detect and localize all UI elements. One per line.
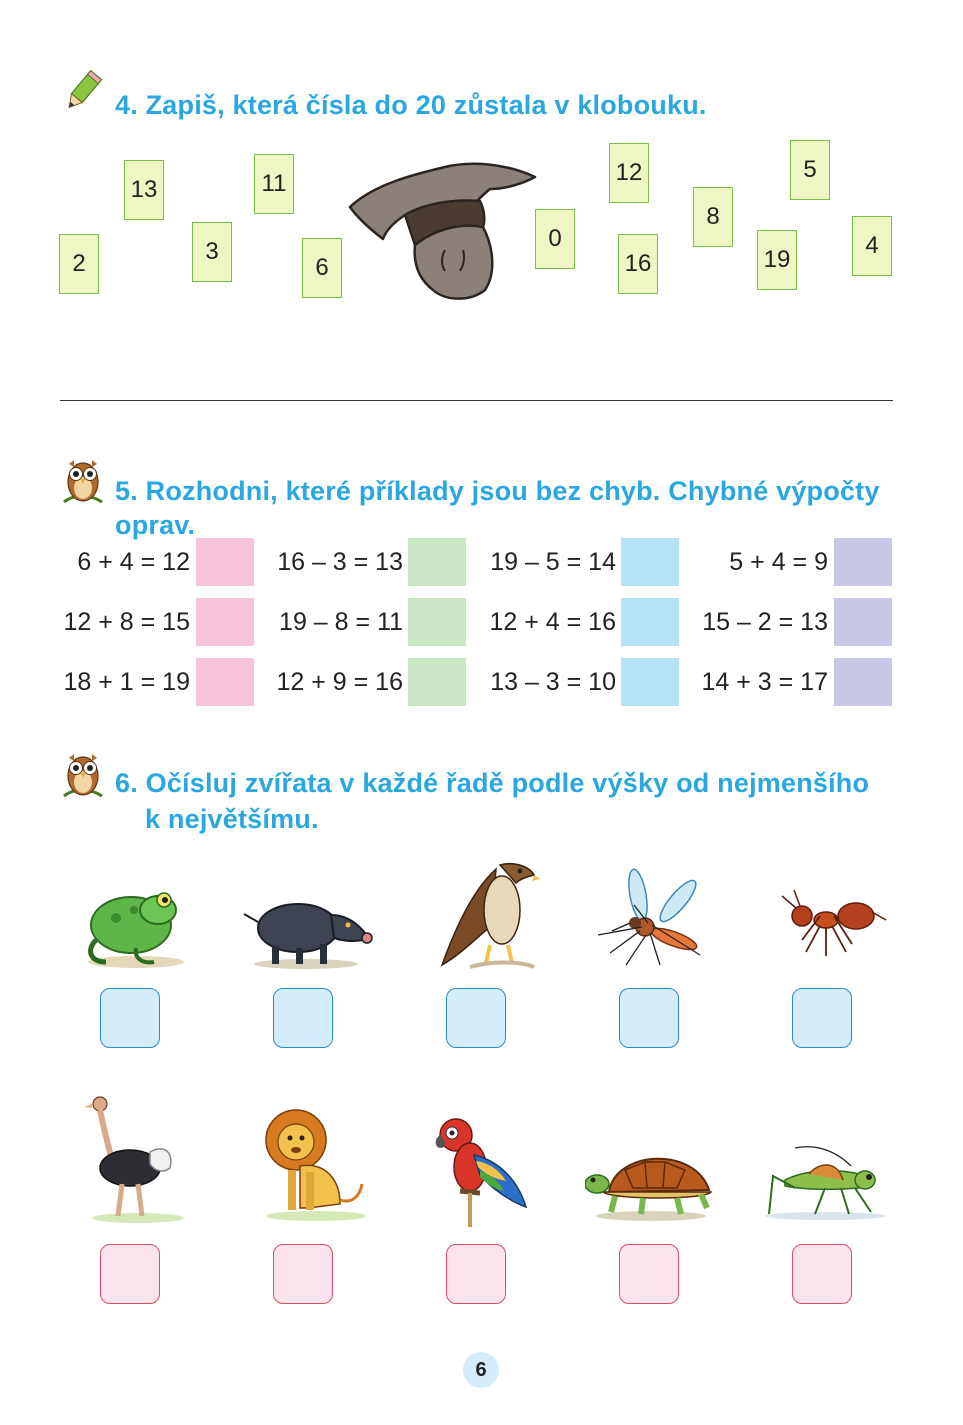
equation: 19 – 8 = 11	[279, 608, 403, 636]
number-card: 8	[693, 187, 733, 247]
equation: 5 + 4 = 9	[729, 548, 828, 576]
answer-box[interactable]	[408, 538, 466, 586]
answer-box[interactable]	[621, 598, 679, 646]
hawk-icon	[430, 855, 550, 965]
answer-box[interactable]	[408, 658, 466, 706]
boar-icon	[236, 870, 376, 980]
equation: 12 + 8 = 15	[63, 608, 190, 636]
answer-box[interactable]	[834, 538, 892, 586]
order-box[interactable]	[619, 1244, 679, 1304]
number-card: 4	[852, 216, 892, 276]
task4-title: 4. Zapiš, která čísla do 20 zůstala v klobouku.	[115, 90, 707, 120]
task5-title: 5. Rozhodni, které příklady jsou bez chyb. Chybné výpočty oprav.	[115, 476, 880, 540]
page-number: 6	[463, 1352, 499, 1388]
grasshopper-icon	[755, 1140, 895, 1225]
order-box[interactable]	[100, 988, 160, 1048]
lion-icon	[256, 1100, 376, 1225]
number-card: 12	[609, 143, 649, 203]
number-card: 3	[192, 222, 232, 282]
equation: 14 + 3 = 17	[701, 668, 828, 696]
task6-title: 6. Očísluj zvířata v každé řadě podle výšky od nejmenšího	[115, 768, 870, 798]
mosquito-icon	[590, 865, 720, 975]
answer-box[interactable]	[621, 538, 679, 586]
parrot-icon	[430, 1105, 550, 1230]
equation: 16 – 3 = 13	[277, 548, 403, 576]
number-card: 16	[618, 234, 658, 294]
order-box[interactable]	[273, 1244, 333, 1304]
frog-icon	[76, 870, 196, 980]
number-card: 5	[790, 140, 830, 200]
answer-box[interactable]	[196, 538, 254, 586]
task6-title-line2: k největšímu.	[145, 804, 319, 834]
ant-icon	[772, 880, 892, 990]
equation: 12 + 4 = 16	[489, 608, 616, 636]
order-box[interactable]	[100, 1244, 160, 1304]
answer-box[interactable]	[834, 658, 892, 706]
ostrich-icon	[78, 1090, 198, 1225]
number-card: 2	[59, 234, 99, 294]
hat-icon	[345, 155, 540, 305]
order-box[interactable]	[446, 988, 506, 1048]
answer-box[interactable]	[621, 658, 679, 706]
number-card: 19	[757, 230, 797, 290]
equation: 19 – 5 = 14	[490, 548, 616, 576]
equation: 15 – 2 = 13	[702, 608, 828, 636]
number-card: 6	[302, 238, 342, 298]
answer-box[interactable]	[196, 598, 254, 646]
owl-icon	[60, 746, 106, 804]
answer-line[interactable]	[60, 400, 893, 401]
pencil-icon	[58, 68, 106, 116]
equation: 6 + 4 = 12	[77, 548, 190, 576]
equation: 12 + 9 = 16	[276, 668, 403, 696]
order-box[interactable]	[792, 1244, 852, 1304]
number-card: 0	[535, 209, 575, 269]
answer-box[interactable]	[408, 598, 466, 646]
order-box[interactable]	[619, 988, 679, 1048]
owl-icon	[60, 452, 106, 510]
answer-box[interactable]	[196, 658, 254, 706]
number-card: 11	[254, 154, 294, 214]
order-box[interactable]	[273, 988, 333, 1048]
equation: 13 – 3 = 10	[490, 668, 616, 696]
turtle-icon	[585, 1130, 720, 1225]
number-card: 13	[124, 160, 164, 220]
order-box[interactable]	[446, 1244, 506, 1304]
answer-box[interactable]	[834, 598, 892, 646]
equation: 18 + 1 = 19	[63, 668, 190, 696]
order-box[interactable]	[792, 988, 852, 1048]
